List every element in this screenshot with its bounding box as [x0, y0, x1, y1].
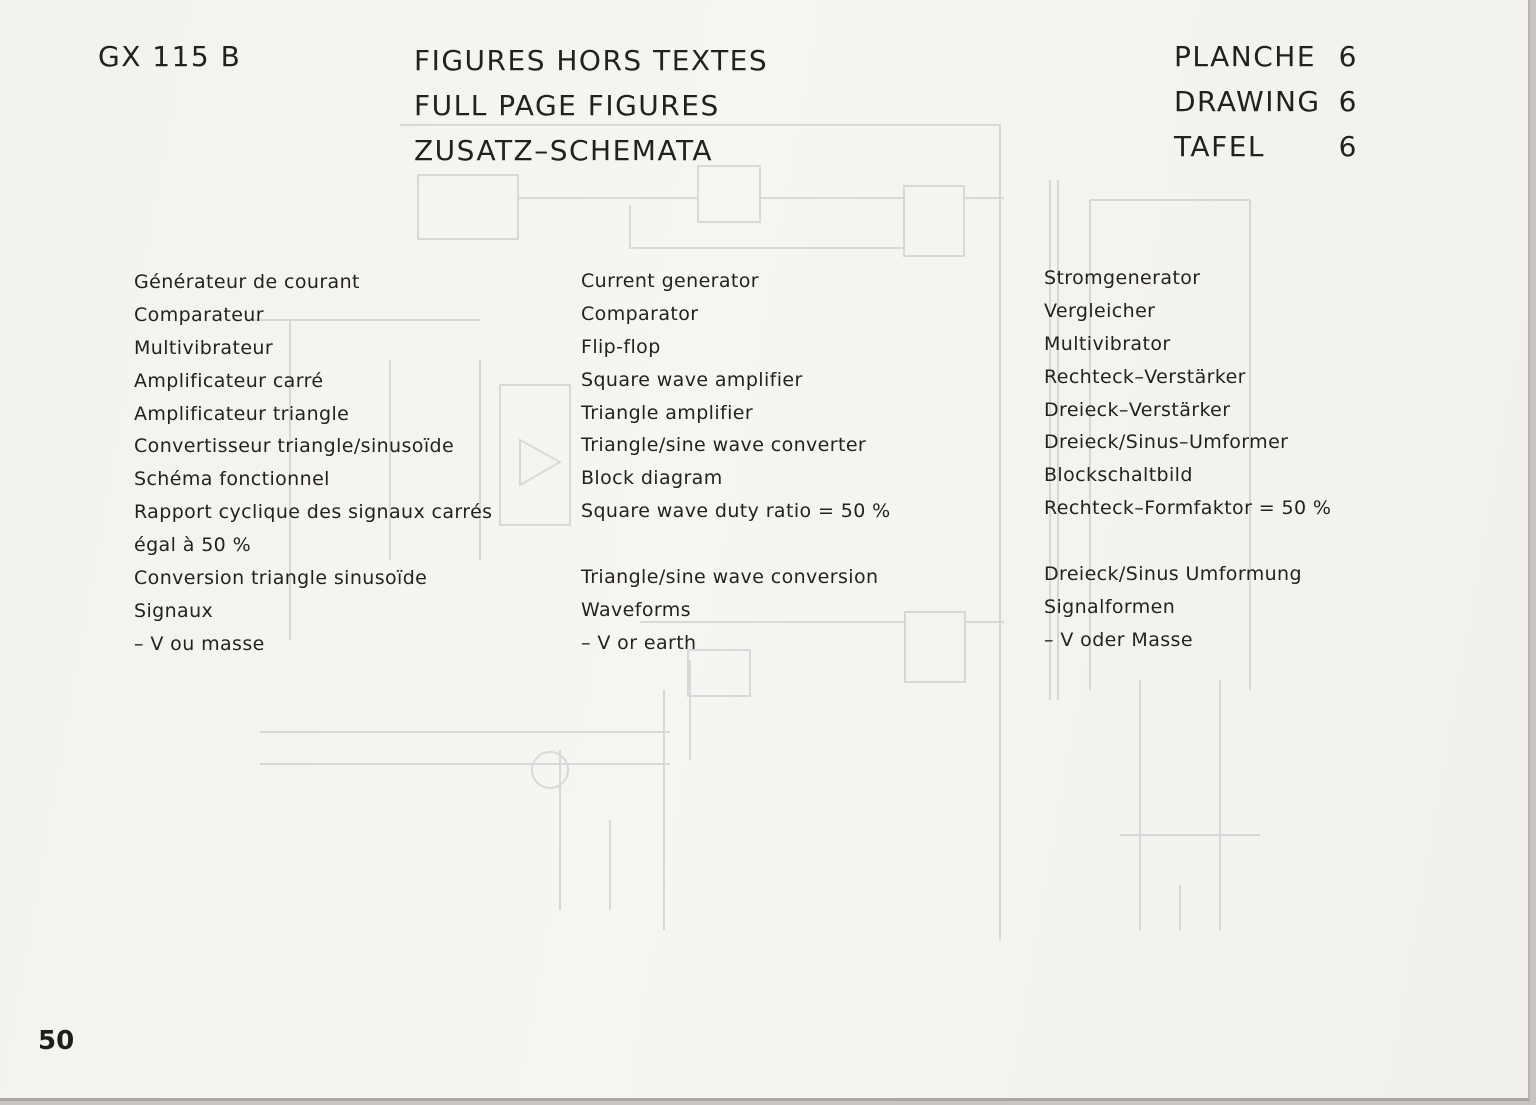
legend-item: Triangle amplifier	[581, 401, 754, 424]
legend-item: Blockschaltbild	[1044, 464, 1193, 487]
page-number: 50	[38, 1026, 75, 1056]
legend-item: – V or earth	[581, 631, 697, 654]
legend-french	[134, 266, 493, 661]
legend-item: Dreieck–Verstärker	[1044, 398, 1231, 421]
legend-item: Rechteck–Formfaktor = 50 %	[1044, 497, 1332, 520]
legend-item: Dreieck/Sinus Umformung	[1044, 563, 1302, 586]
legend-item: – V ou masse	[134, 632, 265, 655]
plate-label: TAFEL	[1174, 130, 1265, 163]
plate-label: PLANCHE	[1174, 40, 1317, 73]
legend-item: Multivibrateur	[134, 336, 274, 359]
legend-item: Rapport cyclique des signaux carrés	[134, 501, 493, 524]
plate-english	[1174, 79, 1358, 124]
legend-item: Signaux	[134, 599, 214, 622]
legend-item: Générateur de courant	[134, 271, 360, 293]
legend-item: égal à 50 %	[134, 534, 252, 557]
plate-number: 6	[1338, 85, 1358, 118]
legend-item: Stromgenerator	[1044, 267, 1201, 289]
legend-item: Signalformen	[1044, 595, 1176, 618]
legend-item: Convertisseur triangle/sinusoïde	[134, 435, 455, 458]
plate-french	[1174, 34, 1358, 79]
legend-item: Multivibrator	[1044, 332, 1171, 355]
legend-item: Rechteck–Verstärker	[1044, 365, 1246, 388]
legend-item: Dreieck/Sinus–Umformer	[1044, 431, 1289, 454]
legend-item: Vergleicher	[1044, 299, 1156, 322]
legend-item: Schéma fonctionnel	[134, 468, 330, 491]
legend-gap	[1044, 525, 1331, 558]
legend-item: Amplificateur carré	[134, 369, 324, 392]
legend-item: Square wave duty ratio = 50 %	[581, 500, 891, 523]
legend-item: Triangle/sine wave conversion	[581, 566, 879, 589]
title-french: FIGURES HORS TEXTES	[414, 44, 769, 77]
legend-item: Block diagram	[581, 467, 723, 490]
legend-item: Conversion triangle sinusoïde	[134, 567, 428, 590]
plate-number: 6	[1338, 40, 1358, 73]
plate-number: 6	[1338, 130, 1358, 163]
legend-item: Amplificateur triangle	[134, 402, 350, 425]
legend-item: Comparator	[581, 302, 699, 325]
title-english: FULL PAGE FIGURES	[414, 89, 720, 122]
plate-numbers	[1174, 34, 1358, 169]
plate-german	[1174, 124, 1358, 169]
legend-gap	[581, 528, 891, 561]
legend-german	[1044, 262, 1331, 657]
legend-item: Current generator	[581, 270, 760, 292]
title-german: ZUSATZ–SCHEMATA	[414, 134, 714, 167]
legend-item: Waveforms	[581, 598, 691, 621]
legend-item: Comparateur	[134, 303, 264, 326]
legend-item: – V oder Masse	[1044, 628, 1193, 651]
plate-label: DRAWING	[1174, 85, 1321, 118]
legend-english	[581, 265, 891, 660]
model-number: GX 115 B	[98, 40, 242, 73]
legend-item: Square wave amplifier	[581, 368, 803, 391]
legend-item: Triangle/sine wave converter	[581, 434, 867, 457]
section-titles	[414, 38, 768, 173]
legend-item: Flip-flop	[581, 335, 661, 358]
